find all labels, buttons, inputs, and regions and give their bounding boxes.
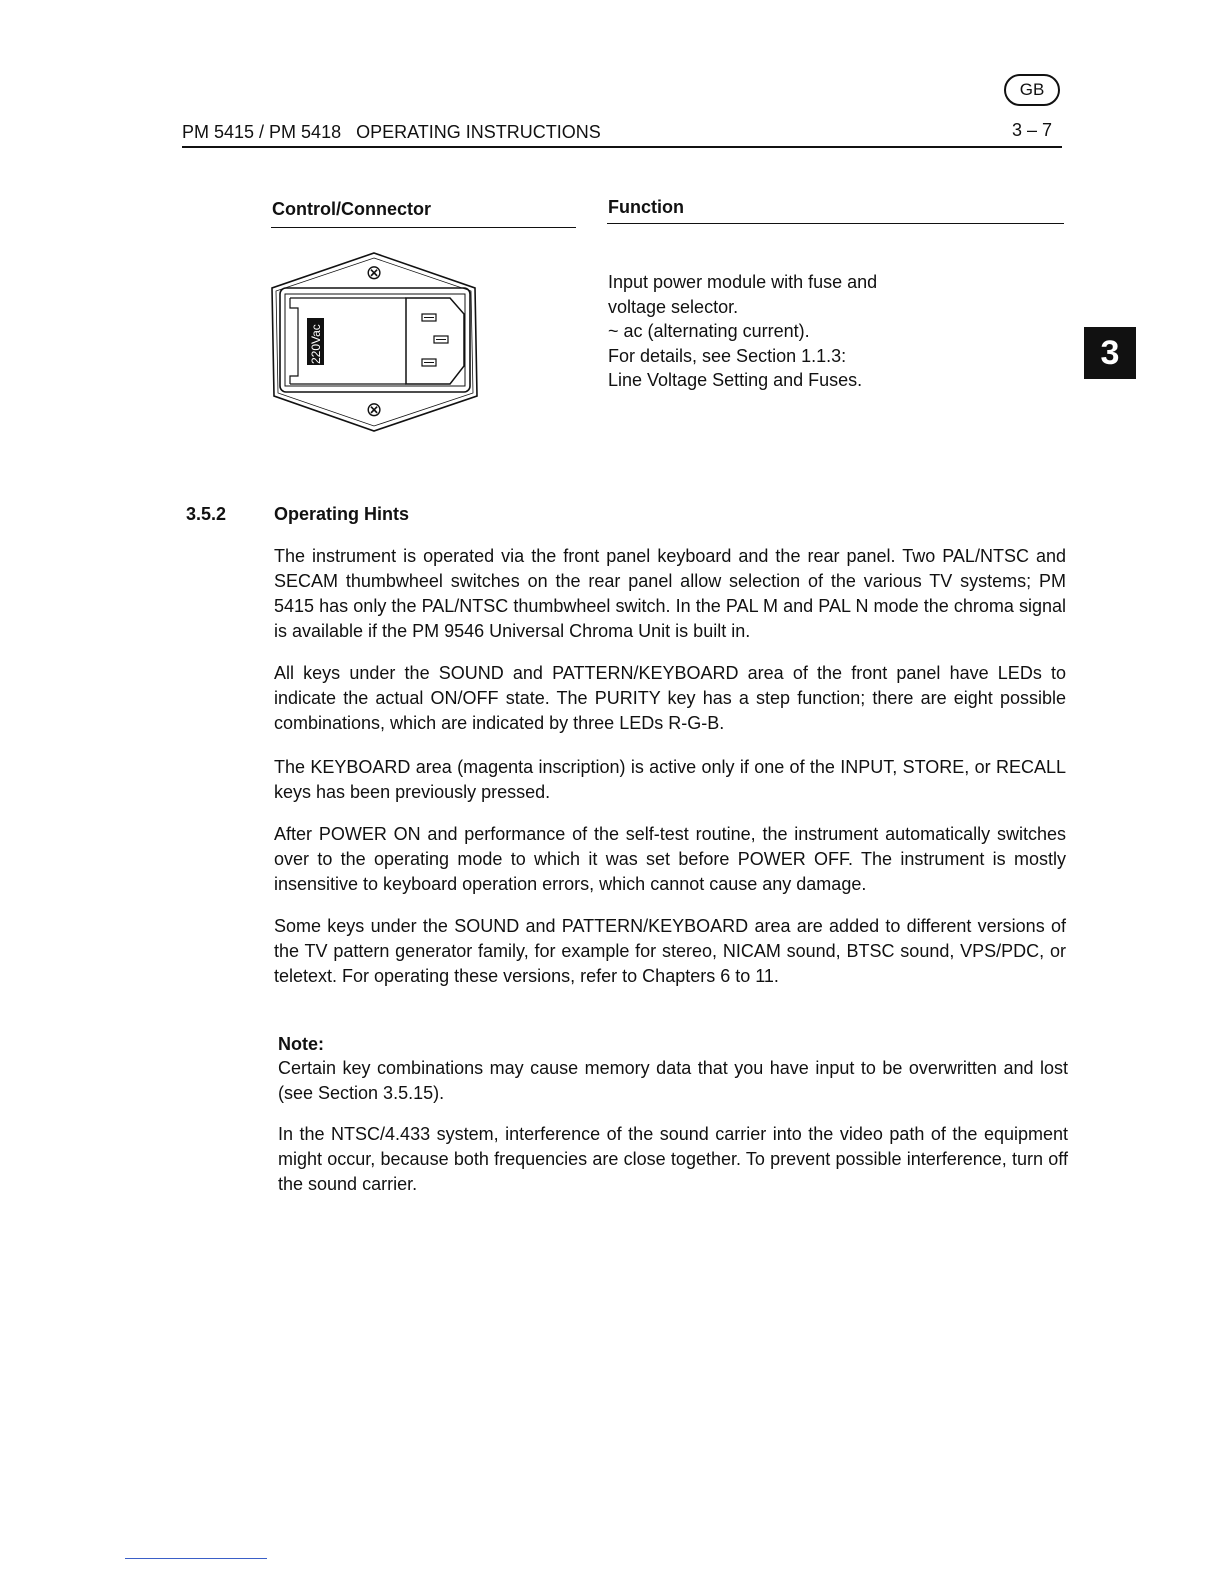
screw-icon: ⊗ [365,262,383,284]
language-badge: GB [1004,74,1060,106]
function-line: For details, see Section 1.1.3: [608,345,847,366]
paragraph: The KEYBOARD area (magenta inscription) is active only if one of the INPUT, STORE, or RECALL keys has been previously pressed. [274,757,1066,802]
function-line: Line Voltage Setting and Fuses. [608,370,863,390]
header-divider [182,146,1062,148]
paragraph: Some keys under the SOUND and PATTERN/KEYBOARD area are added to different versions of the TV pattern generator family, for example for stereo, NICAM sound, BTSC sound, VPS/PDC, or teletext. For operating these versions, refer to Chapters 6 to 11. [274,916,1066,986]
footer-divider [125,1558,267,1559]
function-heading: Function [608,197,684,217]
function-line: ~ ac (alternating current). [608,321,810,341]
inlet-pin [422,314,436,321]
inlet-pin [422,359,436,366]
chapter-tab: 3 [1084,327,1136,379]
paragraph: All keys under the SOUND and PATTERN/KEYBOARD area of the front panel have LEDs to indicate the actual ON/OFF state. The PURITY key has a step function; there are eight possible combinations, which are indicated by three LEDs R-G-B. [274,663,1066,733]
section-title: Operating Hints [274,504,410,524]
header-title: PM 5415 / PM 5418 OPERATING INSTRUCTIONS [182,122,601,142]
note-heading: Note: [278,1034,324,1054]
page-number: 3 – 7 [1012,120,1053,140]
function-line: Input power module with fuse and [608,272,878,292]
col2-divider [607,223,1064,224]
section-number: 3.5.2 [186,504,227,524]
power-inlet-module-icon [268,250,482,434]
function-line: voltage selector. [608,296,739,317]
col1-divider [271,227,576,228]
svg-text:220Vac: 220Vac [309,324,323,364]
inlet-pin [434,336,448,343]
voltage-label [307,318,324,365]
control-connector-heading: Control/Connector [272,199,431,219]
function-description [608,270,1028,393]
paragraph: In the NTSC/4.433 system, interference of the sound carrier into the video path of the equipment might occur, because both frequencies are close together. To prevent possible interference, turn off the sound carrier. [278,1124,1068,1194]
note-text: Certain key combinations may cause memory data that you have input to be overwritten and lost (see Section 3.5.15). [278,1058,1068,1103]
screw-icon: ⊗ [365,399,383,421]
paragraph: The instrument is operated via the front panel keyboard and the rear panel. Two PAL/NTSC and SECAM thumbwheel switches on the rear panel allow selection of the various TV systems; PM 5415 has only the PAL/NTSC thumbwheel switch. In the PAL M and PAL N mode the chroma signal is available if the PM 9546 Universal Chroma Unit is built in. [274,546,1066,641]
paragraph: After POWER ON and performance of the self-test routine, the instrument automatically switches over to the operating mode to which it was set before POWER OFF. The instrument is mostly insensitive to keyboard operation errors, which cannot cause any damage. [274,824,1066,894]
